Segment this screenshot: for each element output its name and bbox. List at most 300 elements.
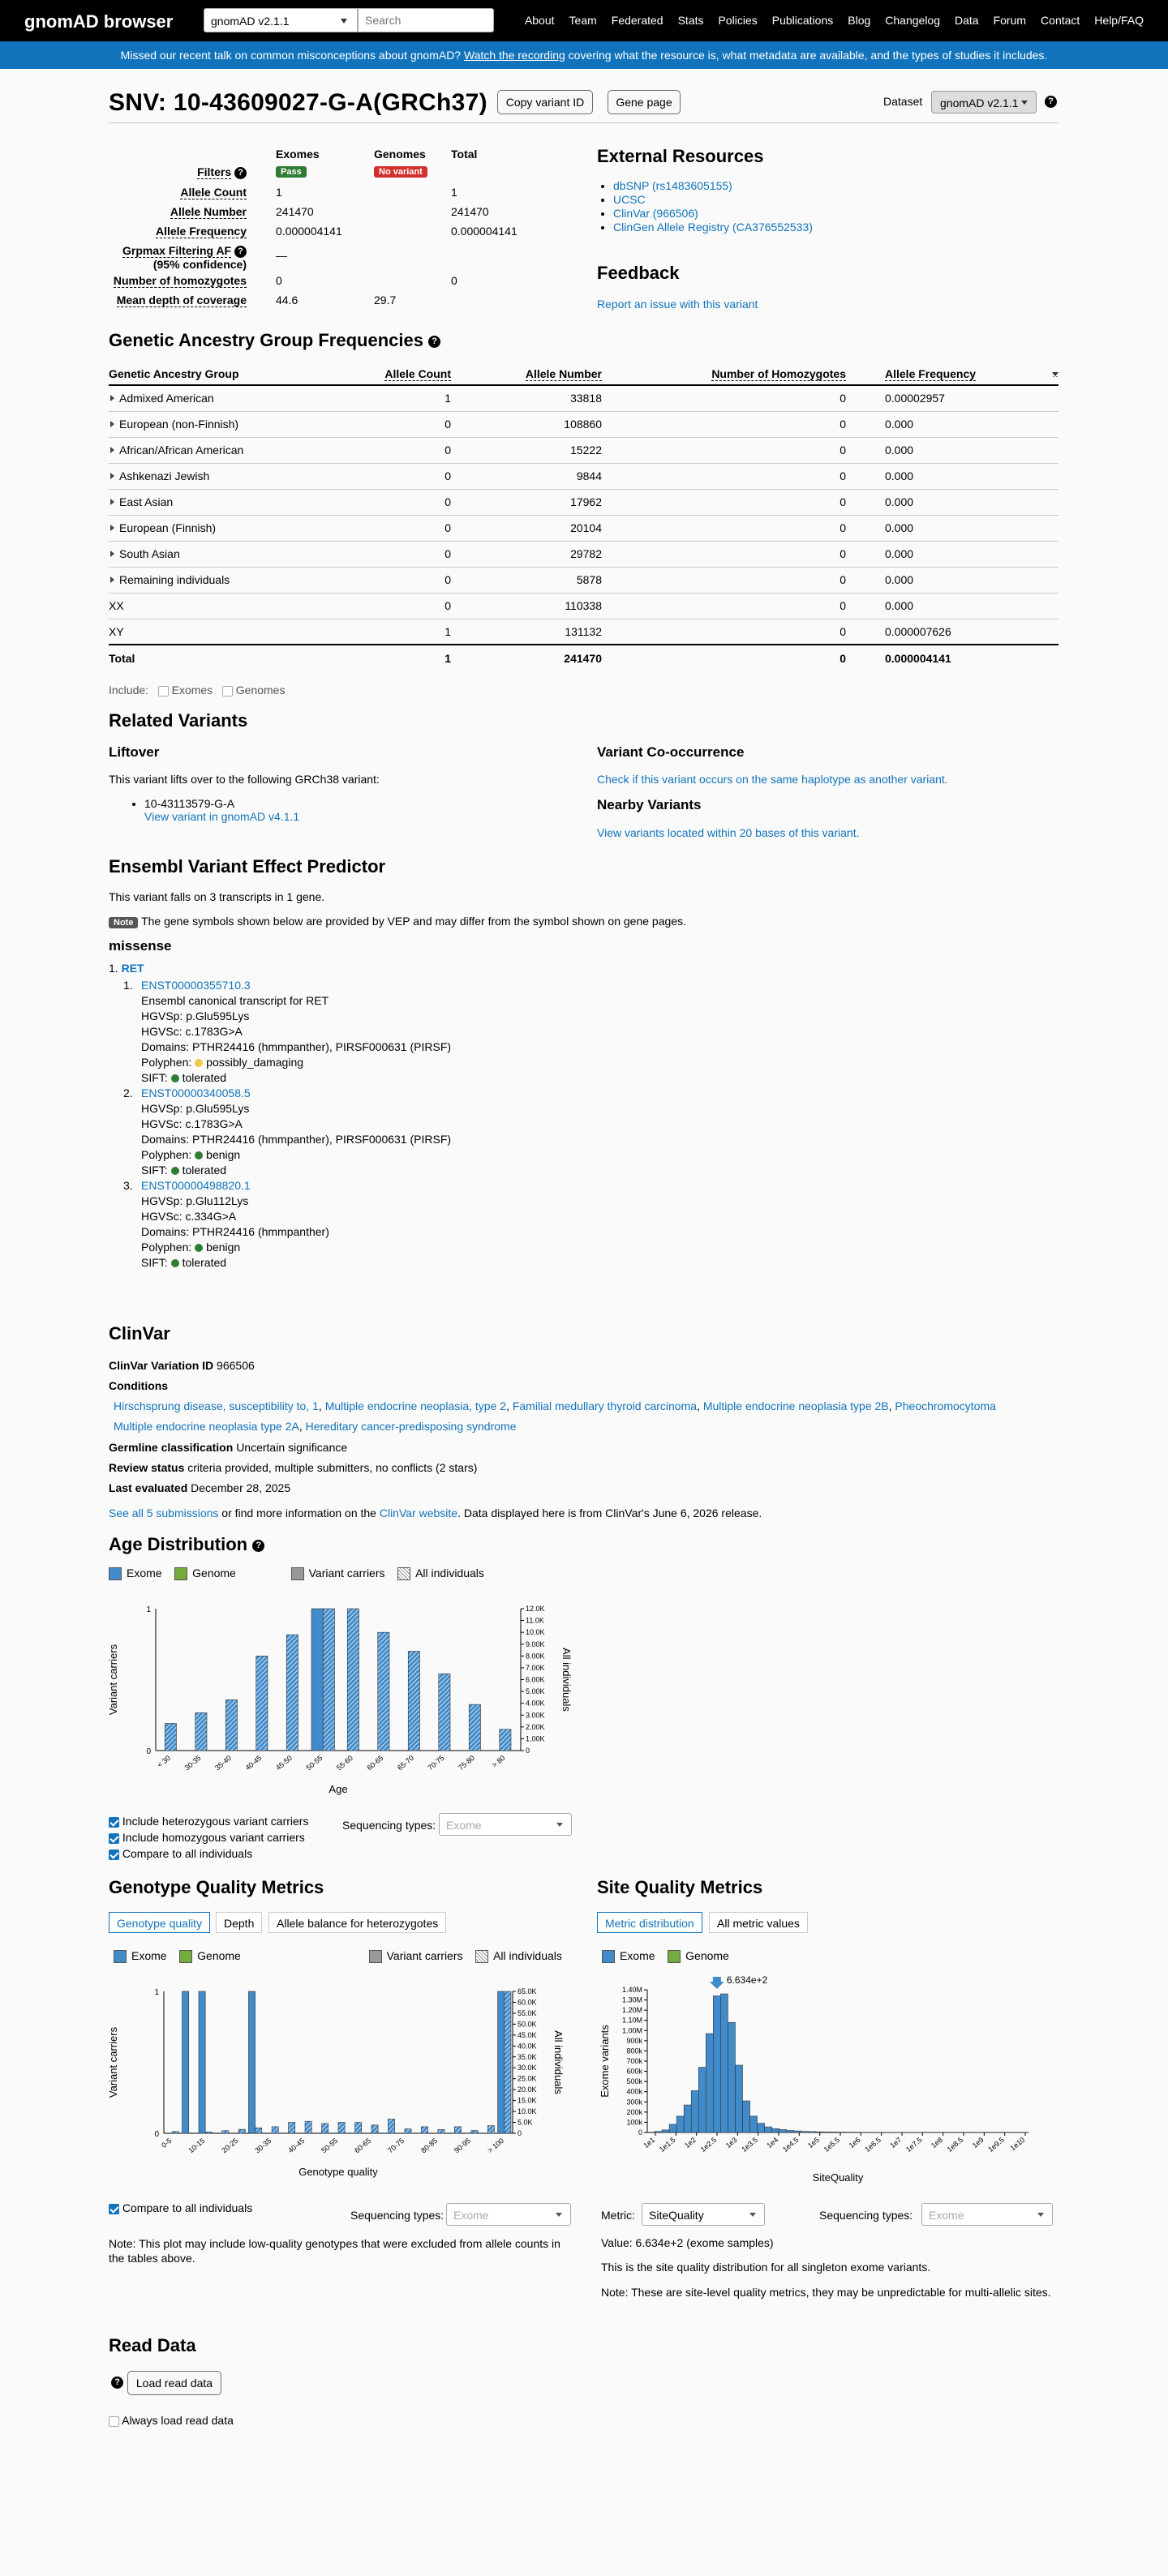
all-individuals-bar[interactable] — [438, 2129, 444, 2133]
all-individuals-bar[interactable] — [347, 1609, 359, 1751]
histogram-bar[interactable] — [713, 1996, 720, 2132]
nav-link-forum[interactable]: Forum — [993, 14, 1027, 27]
always-load-checkbox[interactable] — [109, 2416, 119, 2427]
consequence-title: missense — [109, 938, 172, 954]
polyphen-row — [141, 1147, 451, 1163]
ancestry-group-name: European (Finnish) — [119, 521, 217, 534]
histogram-bar[interactable] — [779, 2129, 787, 2132]
external-link[interactable]: ClinGen Allele Registry (CA376552533) — [613, 221, 813, 234]
th-allele-frequency[interactable]: Allele Frequency — [846, 362, 1058, 385]
sift-dot-icon — [171, 1167, 179, 1175]
y2-tick-label: 15.0K — [517, 2096, 537, 2105]
y-tick-label: 200k — [626, 2107, 642, 2116]
ancestry-group-name: Admixed American — [119, 392, 214, 405]
review-row: Review status criteria provided, multiple submitters, no conflicts (2 stars) — [109, 1461, 478, 1474]
all-individuals-bar[interactable] — [256, 1656, 268, 1751]
condition-link[interactable]: Multiple endocrine neoplasia type 2B — [702, 1399, 889, 1412]
x-tick-label: 1e4 — [765, 2135, 780, 2150]
all-individuals-bar[interactable] — [405, 2129, 411, 2133]
carriers-swatch — [369, 1950, 382, 1963]
expand-triangle-icon[interactable] — [110, 525, 114, 531]
ancestry-group-cell — [109, 541, 328, 567]
cell-an: 17962 — [451, 489, 602, 515]
cell-hom: 0 — [602, 541, 846, 567]
ancestry-group-cell — [109, 515, 328, 541]
y-tick-label: 0 — [638, 2128, 642, 2137]
x-tick-label: 35-40 — [213, 1753, 234, 1772]
summary-label — [109, 294, 247, 306]
x-tick-label: 50-55 — [320, 2136, 340, 2155]
cell-hom: 0 — [602, 411, 846, 437]
germline-row: Germline classification Uncertain significance — [109, 1441, 348, 1454]
expand-triangle-icon[interactable] — [110, 473, 114, 479]
conditions-label: Conditions — [109, 1379, 169, 1392]
cell-hom: 0 — [602, 437, 846, 463]
cell-an: 110338 — [451, 593, 602, 619]
nav-link-changelog[interactable]: Changelog — [885, 14, 941, 27]
chevron-down-icon — [1021, 101, 1028, 105]
x-tick-label: 1e1.5 — [657, 2135, 677, 2154]
ancestry-group-name: European (non-Finnish) — [119, 418, 239, 431]
table-row[interactable] — [109, 515, 1058, 541]
nav-link-stats[interactable]: Stats — [677, 14, 704, 27]
transcript-link[interactable]: ENST00000498820.1 — [141, 1179, 251, 1192]
all-individuals-bar[interactable] — [272, 2127, 278, 2133]
y2-tick-label: 45.0K — [517, 2030, 537, 2039]
polyphen-row — [141, 1240, 451, 1255]
summary-genome-value: 29.7 — [374, 294, 397, 306]
copy-variant-id-button[interactable]: Copy variant ID — [497, 90, 593, 114]
ancestry-group-name: Remaining individuals — [119, 573, 230, 586]
expand-triangle-icon[interactable] — [110, 421, 114, 427]
histogram-bar[interactable] — [691, 2090, 698, 2132]
table-row[interactable] — [109, 567, 1058, 593]
x-axis-label: Age — [328, 1783, 348, 1795]
x-tick-label: 30-35 — [253, 2136, 273, 2155]
summary-label-text: Allele Number — [170, 205, 247, 218]
nav-link-help-faq[interactable]: Help/FAQ — [1094, 14, 1144, 27]
x-tick-label: 1e2.5 — [698, 2135, 719, 2154]
read-data-title: Read Data — [109, 2335, 196, 2355]
gq-seq-select[interactable]: Exome — [446, 2203, 571, 2226]
condition-link[interactable]: Hereditary cancer-predisposing syndrome — [305, 1420, 517, 1433]
transcript-hgvsc: HGVSc: c.1783G>A — [141, 1025, 243, 1038]
table-row[interactable] — [109, 463, 1058, 489]
view-v4-link[interactable]: View variant in gnomAD v4.1.1 — [144, 810, 300, 823]
filters-label: Filters ? — [109, 165, 247, 179]
help-icon[interactable]: ? — [252, 1540, 264, 1552]
ancestry-group-name: Ashkenazi Jewish — [119, 469, 210, 482]
chevron-down-icon — [556, 2213, 562, 2217]
cell-ac: 0 — [328, 567, 451, 593]
transcript-hgvsp: HGVSp: p.Glu595Lys — [141, 1102, 250, 1115]
summary-label — [109, 205, 247, 218]
histogram-bar[interactable] — [669, 2124, 676, 2132]
th-homozygotes[interactable]: Number of Homozygotes — [602, 362, 846, 385]
nav-link-about[interactable]: About — [524, 14, 555, 27]
metric-label: Metric: — [601, 2209, 635, 2222]
chevron-down-icon — [749, 2213, 756, 2217]
nav-link-federated[interactable]: Federated — [611, 14, 663, 27]
vep-intro: This variant falls on 3 transcripts in 1 gene. — [109, 890, 325, 903]
all-individuals-bar[interactable] — [322, 2124, 328, 2133]
y2-tick-label: 35.0K — [517, 2052, 537, 2061]
liftover-text: This variant lifts over to the following GRCh38 variant: — [109, 773, 380, 786]
y2-tick-label: 2.00K — [526, 1722, 545, 1731]
tab-genotype-quality[interactable]: Genotype quality — [109, 1912, 210, 1933]
external-link-item — [613, 193, 813, 207]
carrier-bar[interactable] — [182, 1991, 189, 2133]
y-tick-label: 1.40M — [621, 1986, 642, 1994]
nav-link-policies[interactable]: Policies — [718, 14, 758, 27]
all-individuals-bar[interactable] — [225, 1699, 237, 1751]
cell-hom: 0 — [602, 645, 846, 671]
expand-triangle-icon[interactable] — [110, 395, 114, 401]
dataset-select[interactable]: gnomAD v2.1.1 — [204, 8, 358, 32]
histogram-bar[interactable] — [735, 2065, 742, 2132]
all-individuals-bar[interactable] — [487, 2126, 494, 2133]
note-badge: Note — [109, 917, 138, 928]
th-group[interactable]: Genetic Ancestry Group — [109, 362, 328, 385]
summary-label — [109, 274, 247, 287]
table-row[interactable] — [109, 541, 1058, 567]
all-individuals-bar[interactable] — [388, 2120, 394, 2134]
ancestry-group-cell — [109, 437, 328, 463]
clinvar-website-link[interactable]: ClinVar website — [379, 1507, 458, 1519]
x-tick-label: 1e7 — [888, 2135, 904, 2150]
histogram-bar[interactable] — [758, 2124, 765, 2132]
histogram-bar[interactable] — [706, 2034, 713, 2132]
y-tick-label: 1.00M — [621, 2026, 642, 2035]
carrier-bar[interactable] — [311, 1609, 323, 1751]
polyphen-dot-icon — [195, 1059, 203, 1067]
summary-label — [109, 186, 247, 199]
sift-dot-icon — [171, 1259, 179, 1267]
x-axis-label: SiteQuality — [812, 2171, 864, 2184]
ancestry-group-cell — [109, 567, 328, 593]
gene-link-ret[interactable]: RET — [121, 962, 144, 975]
y-axis-label: Variant carriers — [107, 2026, 119, 2098]
histogram-bar[interactable] — [772, 2128, 779, 2132]
search-input[interactable] — [358, 8, 494, 32]
cell-ac: 1 — [328, 619, 451, 645]
th-allele-number[interactable]: Allele Number — [451, 362, 602, 385]
table-row[interactable] — [109, 437, 1058, 463]
x-tick-label: 60-65 — [365, 1753, 385, 1772]
all-individuals-bar[interactable] — [454, 2127, 461, 2133]
announcement-banner: Missed our recent talk on common misconceptions about gnomAD? Watch the recording covering what the resource is, what metadata are available, and the types of studies it includes. — [0, 41, 1168, 69]
sq-note: Note: These are site-level quality metrics, they may be unpredictable for multi-allelic sites. — [601, 2286, 1051, 2299]
ancestry-group-name: XY — [109, 624, 124, 638]
cell-hom: 0 — [602, 515, 846, 541]
transcript-hgvsp: HGVSp: p.Glu595Lys — [141, 1009, 250, 1022]
table-row[interactable] — [109, 489, 1058, 515]
expand-triangle-icon[interactable] — [110, 499, 114, 505]
all-individuals-bar[interactable] — [469, 1704, 480, 1751]
all-individuals-bar[interactable] — [505, 1991, 511, 2133]
x-tick-label: 70-75 — [386, 2136, 406, 2155]
tab-all-metric-values[interactable]: All metric values — [709, 1912, 808, 1933]
all-individuals-bar[interactable] — [354, 2123, 361, 2133]
summary-label-sub: (95% confidence) — [152, 257, 247, 271]
external-link[interactable]: UCSC — [613, 193, 646, 206]
condition-link[interactable]: Familial medullary thyroid carcinoma — [512, 1399, 698, 1412]
all-individuals-bar[interactable] — [305, 2121, 311, 2133]
feedback-title: Feedback — [597, 263, 680, 283]
cell-hom: 0 — [602, 385, 846, 411]
top-navbar — [0, 0, 1168, 41]
cell-an: 33818 — [451, 385, 602, 411]
histogram-bar[interactable] — [794, 2131, 801, 2132]
sift-value: tolerated — [182, 1256, 227, 1269]
all-individuals-bar[interactable] — [371, 2125, 378, 2133]
cell-af: 0.000 — [846, 541, 1058, 567]
tab-depth[interactable]: Depth — [216, 1912, 262, 1933]
all-submissions-link[interactable]: See all 5 submissions — [109, 1507, 219, 1519]
cell-hom: 0 — [602, 567, 846, 593]
clinvar-footer: See all 5 submissions or find more information on the ClinVar website. Data displayed here is from ClinVar's June 6, 2026 release. — [109, 1507, 762, 1519]
cell-ac: 0 — [328, 411, 451, 437]
table-row — [109, 593, 1058, 619]
cooccurrence-link[interactable]: Check if this variant occurs on the same haplotype as another variant. — [597, 773, 948, 786]
histogram-bar[interactable] — [765, 2127, 772, 2132]
all-individuals-bar[interactable] — [205, 2132, 212, 2133]
gq-note: Note: This plot may include low-quality genotypes that were excluded from allele counts in the tables above. — [109, 2237, 560, 2265]
expand-triangle-icon[interactable] — [110, 447, 114, 453]
summary-total-value: 1 — [451, 186, 457, 199]
y-tick-label: 1.30M — [621, 1995, 642, 2004]
condition-link[interactable]: Multiple endocrine neoplasia type 2A — [114, 1420, 299, 1433]
ancestry-title: Genetic Ancestry Group Frequencies ? — [109, 330, 440, 351]
sq-title: Site Quality Metrics — [597, 1877, 763, 1897]
hom-checkbox[interactable] — [109, 1833, 119, 1844]
dataset-dropdown[interactable]: gnomAD v2.1.1 — [931, 91, 1037, 114]
x-tick-label: 0-5 — [160, 2136, 174, 2150]
help-icon[interactable]: ? — [111, 2377, 123, 2389]
all-individuals-bar[interactable] — [421, 2127, 427, 2133]
summary-exome-value: 44.6 — [276, 294, 298, 306]
x-tick-label: 20-25 — [220, 2136, 240, 2155]
carrier-bar[interactable] — [199, 1991, 205, 2133]
include-row: Include: Exomes Genomes — [109, 684, 286, 697]
cell-an: 20104 — [451, 515, 602, 541]
ancestry-group-cell — [109, 411, 328, 437]
histogram-bar[interactable] — [684, 2105, 691, 2132]
table-row[interactable] — [109, 385, 1058, 411]
cell-ac: 1 — [328, 385, 451, 411]
report-issue-link[interactable]: Report an issue with this variant — [597, 298, 758, 311]
y-axis-label: Variant carriers — [107, 1644, 119, 1716]
nav-link-team[interactable]: Team — [569, 14, 597, 27]
all-individuals-bar[interactable] — [222, 2131, 229, 2133]
y-tick-label: 500k — [626, 2077, 642, 2086]
ancestry-group-name: African/African American — [119, 444, 244, 456]
histogram-bar[interactable] — [698, 2068, 706, 2132]
x-tick-label: 40-45 — [286, 2136, 307, 2155]
all-individuals-bar[interactable] — [471, 2131, 478, 2134]
transcript-list — [123, 978, 451, 1271]
polyphen-dot-icon — [195, 1151, 203, 1159]
external-link[interactable]: ClinVar (966506) — [613, 207, 698, 220]
pass-badge: Pass — [276, 166, 307, 178]
sq-value: Value: 6.634e+2 (exome samples) — [601, 2236, 774, 2249]
transcript-link[interactable]: ENST00000355710.3 — [141, 979, 251, 992]
sort-desc-icon — [1052, 372, 1058, 377]
histogram-bar[interactable] — [750, 2116, 758, 2132]
nearby-title: Nearby Variants — [597, 797, 702, 812]
y2-tick-label: 3.00K — [526, 1711, 545, 1720]
condition-link[interactable]: Multiple endocrine neoplasia, type 2 — [324, 1399, 507, 1412]
histogram-bar[interactable] — [728, 2022, 735, 2132]
cell-an: 29782 — [451, 541, 602, 567]
exomes-checkbox[interactable] — [158, 686, 169, 697]
gq-legend: Exome Genome Variant carriers All individuals — [114, 1949, 562, 1963]
summary-label — [109, 244, 247, 271]
y2-tick-label: 0 — [526, 1747, 530, 1755]
th-allele-count[interactable]: Allele Count — [328, 362, 451, 385]
age-chart — [105, 1596, 576, 1798]
histogram-bar[interactable] — [662, 2130, 669, 2132]
transcript-link[interactable]: ENST00000340058.5 — [141, 1087, 251, 1099]
polyphen-row — [141, 1055, 451, 1070]
table-row[interactable] — [109, 411, 1058, 437]
all-individuals-bar[interactable] — [289, 2123, 295, 2133]
all-individuals-bar[interactable] — [286, 1635, 298, 1751]
summary-exome-value: 1 — [276, 186, 282, 199]
summary-total-value: 0.000004141 — [451, 225, 517, 238]
summary-total-value: 241470 — [451, 205, 489, 218]
x-tick-label: 1e4.5 — [780, 2135, 801, 2154]
cell-hom: 0 — [602, 593, 846, 619]
cell-ac: 1 — [328, 645, 451, 671]
brand-logo[interactable]: gnomAD browser — [24, 11, 174, 32]
exome-swatch — [114, 1950, 127, 1963]
metric-select[interactable]: SiteQuality — [642, 2203, 765, 2226]
y2-tick-label: 60.0K — [517, 1998, 537, 2007]
tab-allele-balance[interactable]: Allele balance for heterozygotes — [268, 1912, 446, 1933]
exome-swatch — [109, 1567, 122, 1580]
cell-an: 131132 — [451, 619, 602, 645]
all-individuals-bar[interactable] — [256, 2128, 262, 2133]
external-link[interactable]: dbSNP (rs1483605155) — [613, 179, 732, 192]
ancestry-group-name: Total — [109, 651, 135, 665]
y-tick-label: 100k — [626, 2118, 642, 2127]
gene-item: 1. RET — [109, 962, 144, 975]
y2-tick-label: 12.0K — [526, 1605, 545, 1613]
help-icon[interactable]: ? — [1045, 96, 1057, 108]
all-individuals-bar[interactable] — [338, 2123, 345, 2133]
summary-exome-value: 0 — [276, 274, 282, 287]
cell-af: 0.000 — [846, 593, 1058, 619]
x-tick-label: < 30 — [155, 1753, 173, 1769]
condition-link[interactable]: Pheochromocytoma — [895, 1399, 996, 1412]
all-individuals-bar[interactable] — [165, 1723, 176, 1751]
load-read-data-button[interactable]: Load read data — [127, 2371, 221, 2395]
expand-triangle-icon[interactable] — [110, 576, 114, 583]
genome-swatch — [668, 1950, 681, 1963]
ancestry-table — [109, 362, 1058, 671]
age-seq-select[interactable]: Exome — [439, 1813, 572, 1836]
chevron-down-icon — [556, 1823, 563, 1827]
histogram-bar[interactable] — [787, 2130, 794, 2132]
canonical-note: Ensembl canonical transcript for RET — [141, 994, 329, 1007]
all-individuals-bar[interactable] — [195, 1712, 207, 1751]
external-resources-title: External Resources — [597, 146, 764, 166]
carrier-bar[interactable] — [498, 1991, 505, 2133]
y2-tick-label: 9.00K — [526, 1639, 545, 1648]
sift-label: SIFT: — [141, 1071, 171, 1084]
help-icon[interactable]: ? — [428, 336, 440, 348]
nav-link-publications[interactable]: Publications — [771, 14, 834, 27]
help-icon[interactable]: ? — [234, 167, 247, 179]
nearby-link[interactable]: View variants located within 20 bases of this variant. — [597, 826, 860, 839]
all-individuals-swatch — [397, 1567, 410, 1580]
all-individuals-bar[interactable] — [238, 2129, 245, 2133]
carrier-bar[interactable] — [248, 1991, 255, 2133]
histogram-bar[interactable] — [720, 1994, 728, 2132]
ancestry-group-cell — [109, 593, 328, 619]
col-genomes: Genomes — [374, 148, 426, 161]
nav-link-contact[interactable]: Contact — [1041, 14, 1080, 27]
expand-triangle-icon[interactable] — [110, 551, 114, 557]
x-tick-label: 90-95 — [453, 2136, 473, 2155]
sq-seq-select[interactable]: Exome — [921, 2203, 1053, 2226]
y-tick-label: 600k — [626, 2067, 642, 2076]
external-link-item — [613, 179, 813, 193]
all-individuals-bar[interactable] — [500, 1729, 511, 1751]
help-icon[interactable]: ? — [234, 246, 247, 258]
transcript-hgvsc: HGVSc: c.334G>A — [141, 1210, 237, 1223]
genomes-checkbox[interactable] — [222, 686, 233, 697]
condition-link[interactable]: Hirschsprung disease, susceptibility to, 1 — [114, 1399, 319, 1412]
x-tick-label: 1e5 — [806, 2135, 821, 2150]
y-tick-label: 1 — [146, 1605, 151, 1614]
dataset-label: Dataset — [883, 95, 923, 108]
x-tick-label: 30-35 — [182, 1753, 203, 1772]
y2-tick-label: 25.0K — [517, 2074, 537, 2083]
chevron-down-icon — [1037, 2213, 1044, 2217]
all-individuals-bar[interactable] — [439, 1674, 450, 1751]
liftover-title: Liftover — [109, 744, 160, 760]
het-checkbox[interactable] — [109, 1817, 119, 1828]
watch-recording-link[interactable]: Watch the recording — [464, 49, 565, 62]
x-tick-label: 1e3.5 — [740, 2135, 759, 2154]
nav-link-blog[interactable]: Blog — [848, 14, 871, 27]
x-tick-label: 1e5.5 — [822, 2135, 842, 2154]
histogram-bar[interactable] — [676, 2116, 684, 2132]
nav-link-data[interactable]: Data — [955, 14, 979, 27]
summary-label — [109, 225, 247, 238]
x-tick-label: 1e2 — [683, 2135, 698, 2150]
x-tick-label: 1e6 — [847, 2135, 862, 2150]
cell-ac: 0 — [328, 541, 451, 567]
y2-tick-label: 1.00K — [526, 1734, 545, 1743]
compare-all-checkbox[interactable] — [109, 1849, 119, 1860]
all-individuals-bar[interactable] — [172, 2132, 178, 2133]
all-individuals-bar[interactable] — [378, 1632, 389, 1751]
y-tick-label: 1.20M — [621, 2006, 642, 2015]
cell-af: 0.000007626 — [846, 619, 1058, 645]
all-individuals-bar[interactable] — [323, 1609, 334, 1751]
gq-compare-checkbox[interactable] — [109, 2204, 119, 2214]
y2-axis-label: All individuals — [560, 1648, 573, 1712]
all-individuals-swatch — [475, 1950, 488, 1963]
clinvar-title: ClinVar — [109, 1323, 170, 1344]
all-individuals-bar[interactable] — [408, 1652, 419, 1751]
tab-metric-distribution[interactable]: Metric distribution — [597, 1912, 702, 1933]
gene-page-button[interactable]: Gene page — [608, 90, 681, 114]
histogram-bar[interactable] — [743, 2101, 750, 2132]
